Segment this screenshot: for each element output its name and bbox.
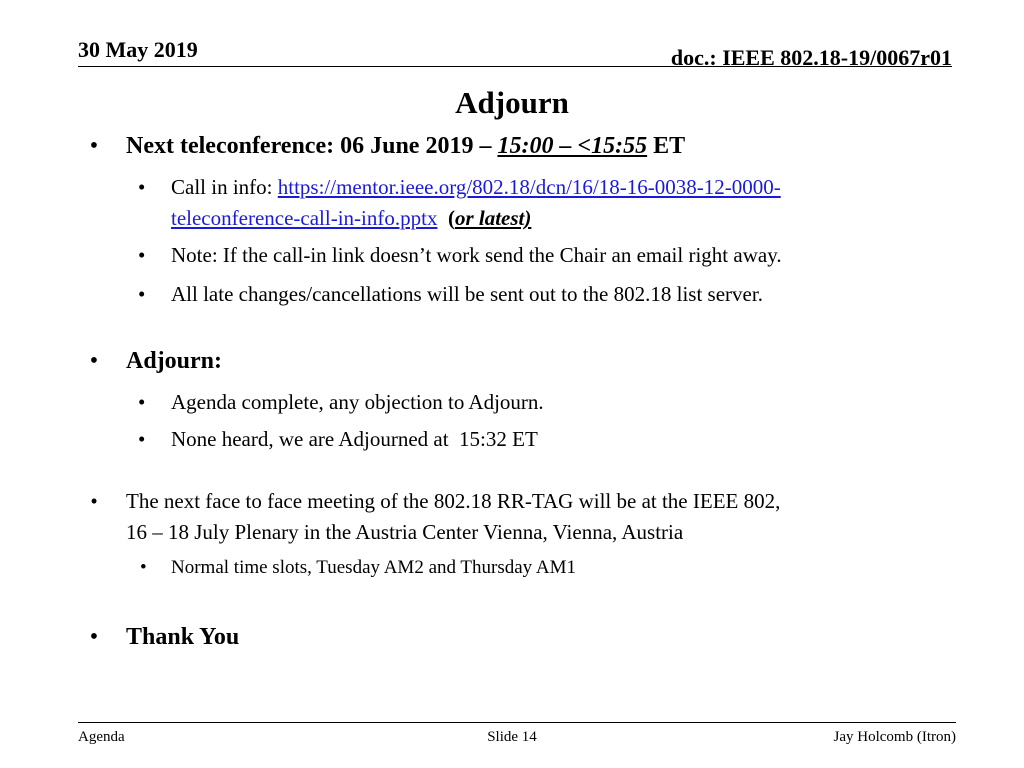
next-meeting-line-1: The next face to face meeting of the 802.18 RR-TAG will be at the IEEE 802,	[126, 489, 781, 513]
sub-bullet-dot: •	[138, 282, 146, 306]
late-changes-note: All late changes/cancellations will be sent out to the 802.18 list server.	[171, 282, 763, 306]
adjourn-item-2: None heard, we are Adjourned at 15:32 ET	[171, 427, 538, 451]
time-slots: Normal time slots, Tuesday AM2 and Thursday AM1	[171, 557, 576, 578]
sub-bullet-dot: •	[138, 390, 146, 414]
footer-author: Jay Holcomb (Itron)	[833, 729, 956, 745]
call-in-link-cont[interactable]: teleconference-call-in-info.pptx	[171, 206, 438, 230]
header-date: 30 May 2019	[78, 37, 198, 62]
footer-left: Agenda	[78, 729, 125, 745]
call-in-info	[171, 171, 781, 203]
slide-title: Adjourn	[455, 85, 569, 120]
call-in-note: Note: If the call-in link doesn’t work send the Chair an email right away.	[171, 243, 782, 267]
footer-divider	[78, 722, 956, 723]
teleconference-tz: ET	[647, 133, 686, 159]
adjourn-heading: Adjourn:	[126, 348, 223, 374]
teleconference-time: 15:00 – <15:55	[497, 133, 648, 159]
call-in-link[interactable]: https://mentor.ieee.org/802.18/dcn/16/18-16-0038-12-0000-	[277, 175, 781, 199]
next-meeting-line-2: 16 – 18 July Plenary in the Austria Center Vienna, Vienna, Austria	[126, 520, 684, 544]
or-latest: or latest)	[454, 206, 532, 230]
footer-slide-number: Slide 14	[487, 729, 537, 745]
thank-you: Thank You	[126, 624, 240, 650]
call-in-label: Call in info:	[171, 175, 278, 199]
header-divider	[78, 66, 952, 67]
call-in-info-cont	[171, 202, 531, 234]
adjourn-item-1: Agenda complete, any objection to Adjourn.	[171, 390, 544, 414]
teleconference-line	[126, 131, 685, 162]
sub-bullet-dot: •	[140, 557, 147, 578]
sub-bullet-dot: •	[138, 243, 146, 267]
sub-bullet-dot: •	[138, 427, 146, 451]
bullet-dot: •	[89, 133, 99, 159]
teleconference-lead: Next teleconference: 06 June 2019 –	[126, 133, 498, 159]
sub-bullet-dot: •	[138, 175, 146, 199]
header-doc-id: doc.: IEEE 802.18-19/0067r01	[670, 45, 952, 70]
or-latest-open: (	[447, 206, 455, 230]
